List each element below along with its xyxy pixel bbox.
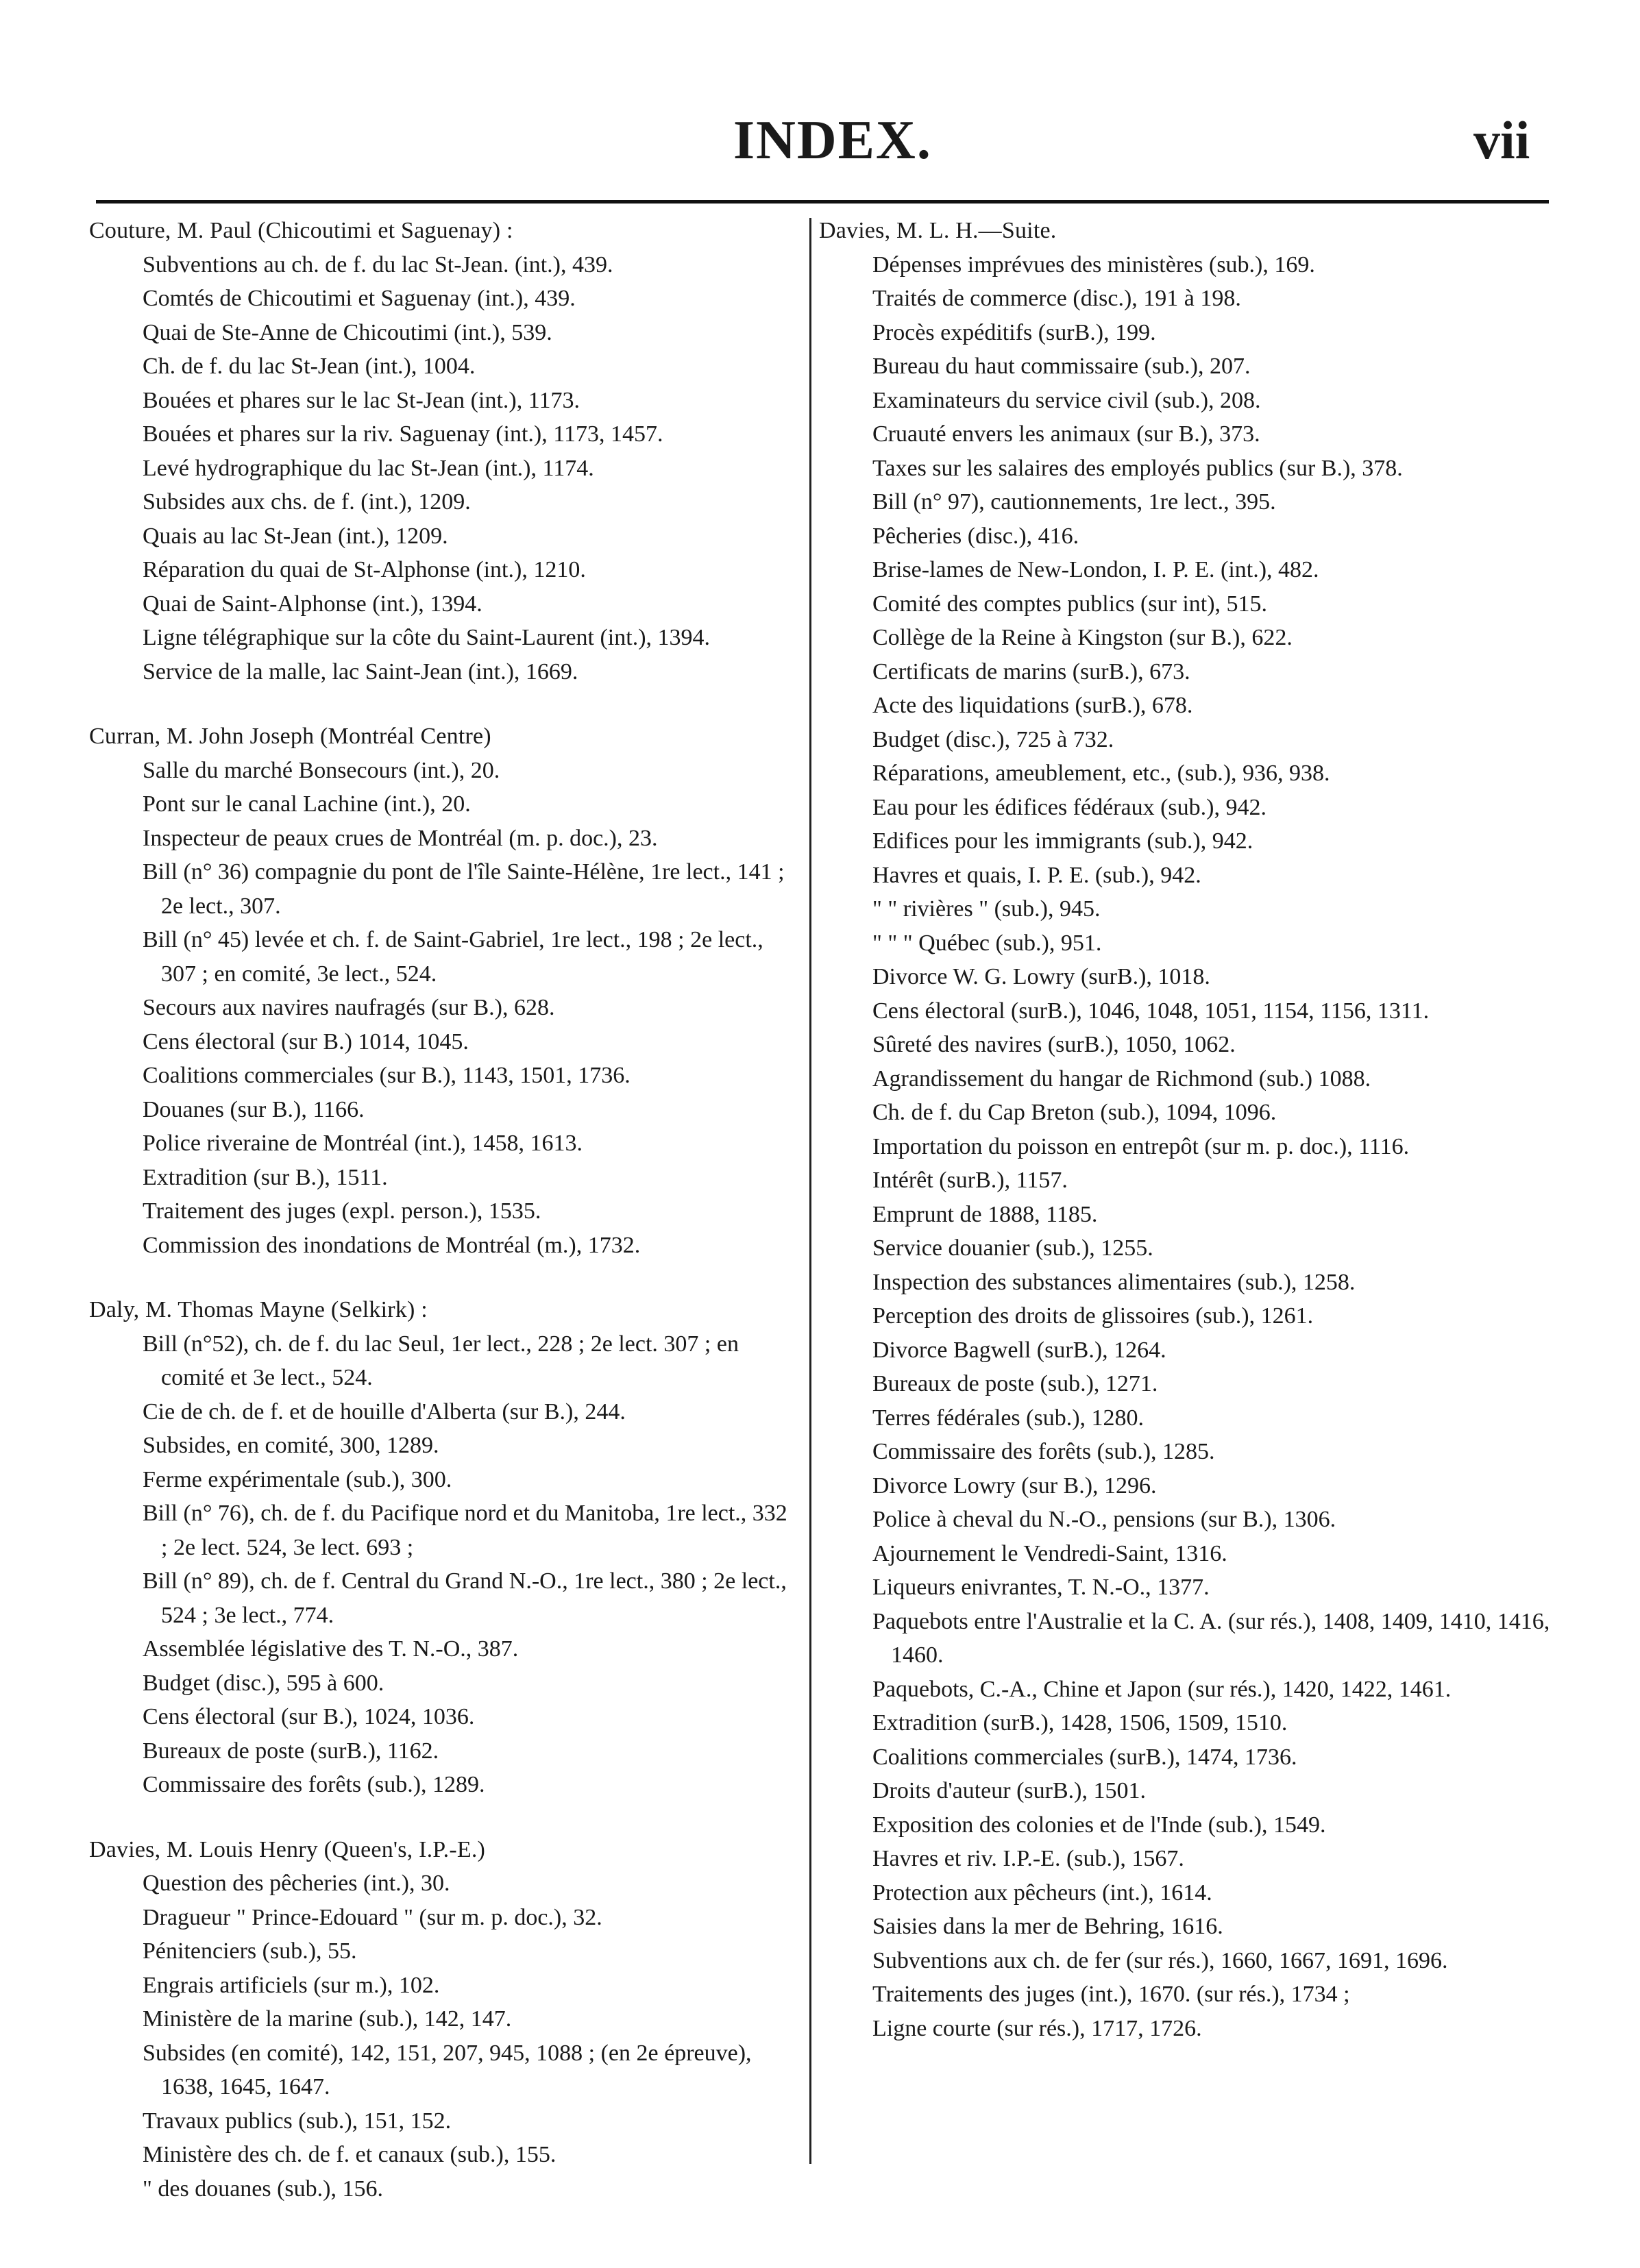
entry-name: Davies, M. Louis Henry (Queen's, I.P.-E.) bbox=[89, 1836, 486, 1862]
index-item: Edifices pour les immigrants (sub.), 942. bbox=[872, 828, 1253, 854]
index-item: Exposition des colonies et de l'Inde (sub.), 1549. bbox=[872, 1812, 1326, 1838]
index-item: Coalitions commerciales (surB.), 1474, 1736. bbox=[872, 1744, 1297, 1770]
index-item: Perception des droits de glissoires (sub.), 1261. bbox=[872, 1303, 1314, 1329]
index-item: Subsides aux chs. de f. (int.), 1209. bbox=[143, 489, 471, 515]
index-item: Dépenses imprévues des ministères (sub.), 169. bbox=[872, 251, 1315, 278]
index-item: Comité des comptes publics (sur int), 515. bbox=[872, 591, 1268, 617]
index-item: Réparation du quai de St-Alphonse (int.), 1210. bbox=[143, 557, 586, 582]
index-item: Inspection des substances alimentaires (sub.), 1258. bbox=[872, 1269, 1356, 1295]
index-item: Douanes (sur B.), 1166. bbox=[143, 1096, 365, 1122]
index-item: Quais au lac St-Jean (int.), 1209. bbox=[143, 523, 448, 549]
index-item: Importation du poisson en entrepôt (sur m. p. doc.), 1116. bbox=[872, 1133, 1410, 1159]
index-entry bbox=[89, 1833, 788, 2206]
index-item: " " rivières " (sub.), 945. bbox=[872, 896, 1101, 922]
entry-items bbox=[89, 754, 788, 1263]
index-item: Service de la malle, lac Saint-Jean (int.), 1669. bbox=[143, 658, 578, 685]
index-item: Traitements des juges (int.), 1670. (sur rés.), 1734 ; bbox=[872, 1982, 1350, 2007]
index-item: Pont sur le canal Lachine (int.), 20. bbox=[143, 791, 471, 817]
index-item: Police à cheval du N.-O., pensions (sur B.), 1306. bbox=[872, 1507, 1336, 1532]
index-item: Dragueur " Prince-Edouard " (sur m. p. doc.), 32. bbox=[143, 1904, 602, 1930]
index-item: Commissaire des forêts (sub.), 1289. bbox=[143, 1772, 485, 1797]
index-item: Bill (n° 45) levée et ch. f. de Saint-Gabriel, 1re lect., 198 ; 2e lect., 307 ; en comité, 3e lect., 524. bbox=[143, 927, 763, 987]
index-entry bbox=[819, 214, 1563, 2045]
index-item: Subventions au ch. de f. du lac St-Jean. (int.), 439. bbox=[143, 251, 613, 278]
index-item: Divorce Bagwell (surB.), 1264. bbox=[872, 1337, 1166, 1363]
page-title: INDEX. bbox=[733, 110, 932, 171]
entry-items bbox=[89, 248, 788, 689]
index-item: Paquebots, C.-A., Chine et Japon (sur rés.), 1420, 1422, 1461. bbox=[872, 1676, 1452, 1702]
index-item: Protection aux pêcheurs (int.), 1614. bbox=[872, 1879, 1212, 1906]
index-item: Bill (n° 97), cautionnements, 1re lect., 395. bbox=[872, 489, 1276, 515]
index-entry bbox=[89, 719, 788, 1262]
index-item: Intérêt (surB.), 1157. bbox=[872, 1168, 1068, 1193]
index-item: Cens électoral (sur B.), 1024, 1036. bbox=[143, 1704, 475, 1729]
index-item: Ch. de f. du lac St-Jean (int.), 1004. bbox=[143, 354, 476, 379]
index-item: Cens électoral (sur B.) 1014, 1045. bbox=[143, 1028, 469, 1055]
entry-items bbox=[819, 248, 1563, 2046]
index-item: Travaux publics (sub.), 151, 152. bbox=[143, 2108, 452, 2134]
index-item: " " " Québec (sub.), 951. bbox=[872, 930, 1102, 956]
index-item: Commission des inondations de Montréal (m.), 1732. bbox=[143, 1232, 641, 1258]
entry-name: Davies, M. L. H.—Suite. bbox=[819, 218, 1057, 243]
index-item: Commissaire des forêts (sub.), 1285. bbox=[872, 1439, 1215, 1464]
index-item: Taxes sur les salaires des employés publics (sur B.), 378. bbox=[872, 455, 1403, 481]
index-item: Quai de Saint-Alphonse (int.), 1394. bbox=[143, 591, 482, 617]
index-item: Question des pêcheries (int.), 30. bbox=[143, 1871, 450, 1896]
index-item: Procès expéditifs (surB.), 199. bbox=[872, 319, 1156, 345]
index-item: Cruauté envers les animaux (sur B.), 373. bbox=[872, 421, 1260, 447]
index-item: Pêcheries (disc.), 416. bbox=[872, 523, 1079, 549]
entry-name: Curran, M. John Joseph (Montréal Centre) bbox=[89, 724, 491, 749]
index-item: Bureaux de poste (sub.), 1271. bbox=[872, 1371, 1158, 1396]
index-item: Engrais artificiels (sur m.), 102. bbox=[143, 1972, 440, 1998]
index-item: Emprunt de 1888, 1185. bbox=[872, 1201, 1098, 1227]
index-item: Subventions aux ch. de fer (sur rés.), 1660, 1667, 1691, 1696. bbox=[872, 1947, 1448, 1973]
index-item: Droits d'auteur (surB.), 1501. bbox=[872, 1778, 1146, 1803]
index-item: Bill (n° 89), ch. de f. Central du Grand N.-O., 1re lect., 380 ; 2e lect., 524 ; 3e lect., 774. bbox=[143, 1568, 787, 1628]
left-column bbox=[89, 214, 788, 2206]
index-item: Sûreté des navires (surB.), 1050, 1062. bbox=[872, 1032, 1236, 1057]
index-item: Collège de la Reine à Kingston (sur B.), 622. bbox=[872, 625, 1293, 650]
index-item: Comtés de Chicoutimi et Saguenay (int.), 439. bbox=[143, 286, 576, 311]
index-item: Inspecteur de peaux crues de Montréal (m. p. doc.), 23. bbox=[143, 825, 658, 851]
index-item: Bill (n° 36) compagnie du pont de l'île Sainte-Hélène, 1re lect., 141 ; 2e lect., 307. bbox=[143, 859, 785, 919]
index-item: Réparations, ameublement, etc., (sub.), 936, 938. bbox=[872, 761, 1330, 786]
index-item: Havres et quais, I. P. E. (sub.), 942. bbox=[872, 862, 1201, 888]
index-item: Ajournement le Vendredi-Saint, 1316. bbox=[872, 1540, 1227, 1566]
index-item: Ch. de f. du Cap Breton (sub.), 1094, 1096. bbox=[872, 1100, 1277, 1125]
index-item: Budget (disc.), 595 à 600. bbox=[143, 1670, 384, 1696]
index-item: Bouées et phares sur la riv. Saguenay (int.), 1173, 1457. bbox=[143, 421, 663, 447]
index-item: Levé hydrographique du lac St-Jean (int.), 1174. bbox=[143, 455, 594, 481]
index-item: Brise-lames de New-London, I. P. E. (int.), 482. bbox=[872, 557, 1319, 582]
index-item: Certificats de marins (surB.), 673. bbox=[872, 658, 1190, 685]
index-item: Secours aux navires naufragés (sur B.), 628. bbox=[143, 995, 555, 1020]
index-item: Budget (disc.), 725 à 732. bbox=[872, 726, 1114, 752]
index-item: Subsides (en comité), 142, 151, 207, 945, 1088 ; (en 2e épreuve), 1638, 1645, 1647. bbox=[143, 2040, 752, 2099]
index-item: Ministère de la marine (sub.), 142, 147. bbox=[143, 2006, 512, 2032]
index-item: Ligne télégraphique sur la côte du Saint-Laurent (int.), 1394. bbox=[143, 625, 711, 650]
entry-items bbox=[89, 1327, 788, 1802]
index-item: Bureaux de poste (surB.), 1162. bbox=[143, 1738, 439, 1764]
index-item: Terres fédérales (sub.), 1280. bbox=[872, 1405, 1145, 1431]
entry-name: Daly, M. Thomas Mayne (Selkirk) : bbox=[89, 1297, 428, 1322]
index-item: Extradition (sur B.), 1511. bbox=[143, 1164, 388, 1190]
index-item: Cens électoral (surB.), 1046, 1048, 1051, 1154, 1156, 1311. bbox=[872, 998, 1430, 1024]
index-item: Subsides, en comité, 300, 1289. bbox=[143, 1433, 439, 1458]
index-item: Ferme expérimentale (sub.), 300. bbox=[143, 1466, 452, 1492]
index-entry bbox=[89, 1293, 788, 1802]
index-item: Bureau du haut commissaire (sub.), 207. bbox=[872, 354, 1251, 379]
index-entry bbox=[89, 214, 788, 689]
index-item: Liqueurs enivrantes, T. N.-O., 1377. bbox=[872, 1575, 1210, 1600]
index-item: Extradition (surB.), 1428, 1506, 1509, 1510. bbox=[872, 1710, 1288, 1736]
page-header bbox=[0, 110, 1640, 192]
header-rule bbox=[96, 200, 1549, 204]
index-item: Service douanier (sub.), 1255. bbox=[872, 1235, 1153, 1261]
index-item: Acte des liquidations (surB.), 678. bbox=[872, 693, 1193, 718]
index-item: Havres et riv. I.P.-E. (sub.), 1567. bbox=[872, 1846, 1184, 1871]
index-item: Bill (n°52), ch. de f. du lac Seul, 1er lect., 228 ; 2e lect. 307 ; en comité et 3e lect., 524. bbox=[143, 1331, 739, 1390]
index-item: Coalitions commerciales (sur B.), 1143, 1501, 1736. bbox=[143, 1063, 631, 1088]
index-item: Examinateurs du service civil (sub.), 208. bbox=[872, 387, 1261, 413]
index-item: Traités de commerce (disc.), 191 à 198. bbox=[872, 286, 1241, 311]
index-item: " des douanes (sub.), 156. bbox=[143, 2175, 383, 2202]
index-item: Divorce Lowry (sur B.), 1296. bbox=[872, 1472, 1157, 1499]
index-item: Agrandissement du hangar de Richmond (sub.) 1088. bbox=[872, 1065, 1371, 1092]
right-column bbox=[819, 214, 1563, 2045]
page-number: vii bbox=[1473, 110, 1530, 170]
index-item: Salle du marché Bonsecours (int.), 20. bbox=[143, 757, 500, 783]
index-item: Bill (n° 76), ch. de f. du Pacifique nord et du Manitoba, 1re lect., 332 ; 2e lect. 524, 3e lect. 693 ; bbox=[143, 1501, 787, 1560]
index-item: Police riveraine de Montréal (int.), 1458, 1613. bbox=[143, 1131, 583, 1156]
index-item: Pénitenciers (sub.), 55. bbox=[143, 1938, 357, 1964]
index-item: Ministère des ch. de f. et canaux (sub.), 155. bbox=[143, 2142, 556, 2167]
index-item: Cie de ch. de f. et de houille d'Alberta (sur B.), 244. bbox=[143, 1398, 626, 1425]
column-divider bbox=[809, 218, 811, 2164]
index-item: Divorce W. G. Lowry (surB.), 1018. bbox=[872, 964, 1210, 989]
index-item: Traitement des juges (expl. person.), 1535. bbox=[143, 1198, 541, 1224]
index-item: Eau pour les édifices fédéraux (sub.), 942. bbox=[872, 794, 1266, 820]
index-item: Ligne courte (sur rés.), 1717, 1726. bbox=[872, 2015, 1202, 2041]
entry-items bbox=[89, 1866, 788, 2206]
index-item: Saisies dans la mer de Behring, 1616. bbox=[872, 1914, 1223, 1939]
index-item: Assemblée législative des T. N.-O., 387. bbox=[143, 1636, 519, 1662]
index-item: Paquebots entre l'Australie et la C. A. (sur rés.), 1408, 1409, 1410, 1416, 1460. bbox=[872, 1608, 1550, 1668]
index-item: Quai de Ste-Anne de Chicoutimi (int.), 539. bbox=[143, 319, 552, 345]
entry-name: Couture, M. Paul (Chicoutimi et Saguenay) : bbox=[89, 218, 513, 243]
index-item: Bouées et phares sur le lac St-Jean (int.), 1173. bbox=[143, 387, 580, 413]
